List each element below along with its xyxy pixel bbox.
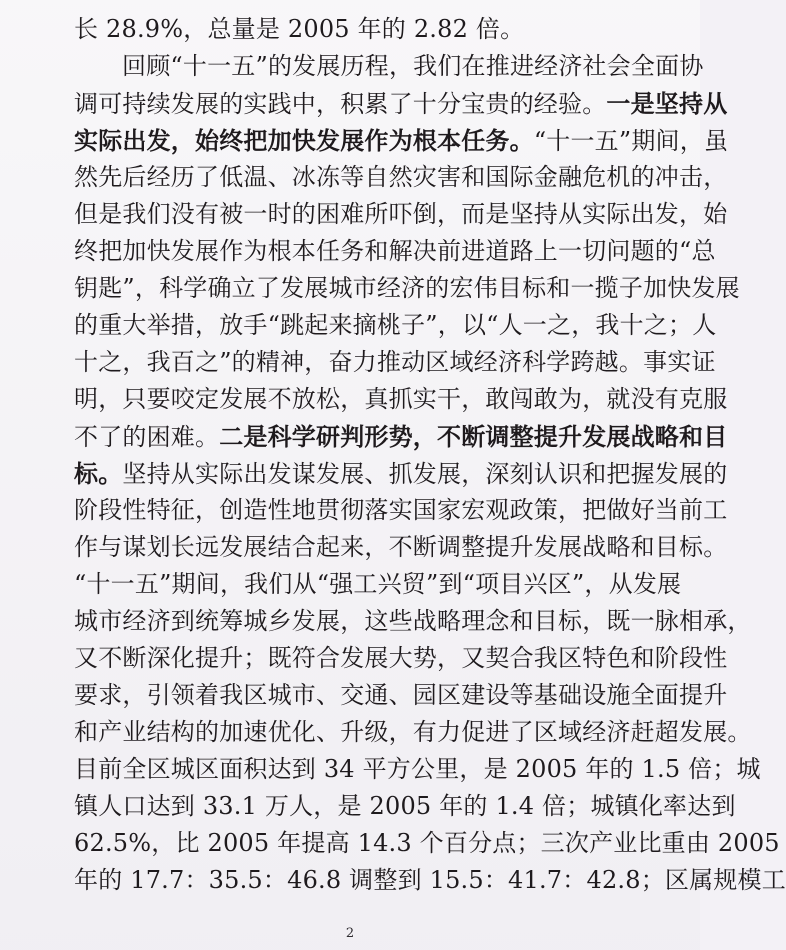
- text-line: [74, 307, 717, 344]
- text-span: 但是我们没有被一时的困难所吓倒，而是坚持从实际出发，始: [74, 200, 728, 228]
- text-line: [74, 603, 752, 640]
- bold-emphasis-span: 二是科学研判形势，不断调整提升发展战略和目: [219, 422, 728, 451]
- text-span: 镇人口达到 33.1 万人，是 2005 年的 1.4 倍；城镇化率达到: [74, 792, 736, 820]
- page-number: 2: [345, 926, 355, 941]
- text-line: [74, 751, 761, 788]
- text-span: 阶段性特征，创造性地贯彻落实国家宏观政策，把做好当前工: [74, 496, 728, 524]
- text-span: 和产业结构的加速优化、升级，有力促进了区域经济赶超发展。: [74, 718, 752, 746]
- text-span: 又不断深化提升；既符合发展大势，又契合我区特色和阶段性: [74, 644, 728, 672]
- text-span: 62.5%，比 2005 年提高 14.3 个百分点；三次产业比重由 2005: [74, 829, 780, 857]
- text-span: 坚持从实际出发谋发展、抓发展，深刻认识和把握发展的: [122, 460, 728, 488]
- bold-emphasis-span: 实际出发，始终把加快发展作为根本任务。: [74, 126, 534, 155]
- text-line: [74, 381, 728, 418]
- text-span: 目前全区城区面积达到 34 平方公里，是 2005 年的 1.5 倍；城: [74, 755, 761, 783]
- document-body: [74, 11, 786, 899]
- text-line: [74, 85, 728, 122]
- bold-emphasis-span: 一是坚持从: [606, 89, 728, 118]
- text-span: 然先后经历了低温、冰冻等自然灾害和国际金融危机的冲击，: [74, 163, 728, 191]
- text-line: [74, 196, 728, 233]
- text-span: 钥匙”，科学确立了发展城市经济的宏伟目标和一揽子加快发展: [74, 274, 740, 302]
- text-span: 长 28.9%，总量是 2005 年的 2.82 倍。: [74, 15, 525, 43]
- text-line: [74, 11, 642, 48]
- text-line: [74, 159, 728, 196]
- text-span: 十之，我百之”的精神，奋力推动区域经济科学跨越。事实证: [74, 348, 716, 376]
- text-span: 的重大举措，放手“跳起来摘桃子”，以“人一之，我十之；人: [74, 311, 717, 339]
- bold-emphasis-span: 标。: [74, 459, 123, 488]
- text-line: [74, 344, 716, 381]
- text-line: [74, 492, 728, 529]
- text-line: [74, 825, 780, 862]
- text-line: [74, 677, 728, 714]
- text-span: 明，只要咬定发展不放松，真抓实干，敢闯敢为，就没有克服: [74, 385, 728, 413]
- text-span: 调可持续发展的实践中，积累了十分宝贵的经验。: [74, 90, 607, 118]
- text-line: [74, 122, 729, 159]
- text-span: “十一五”期间，我们从“强工兴贸”到“项目兴区”，从发展: [74, 570, 682, 598]
- text-line: [74, 270, 740, 307]
- text-span: 不了的困难。: [74, 423, 220, 451]
- text-line: [74, 455, 728, 492]
- text-span: 要求，引领着我区城市、交通、园区建设等基础设施全面提升: [74, 681, 728, 709]
- text-line: [74, 529, 728, 566]
- text-span: 年的 17.7：35.5：46.8 调整到 15.5：41.7：42.8；区属规模工: [74, 866, 786, 894]
- text-line: [74, 714, 752, 751]
- text-line: [74, 640, 728, 677]
- text-line: [74, 788, 736, 825]
- text-line: [74, 418, 728, 455]
- text-span: 终把加快发展作为根本任务和解决前进道路上一切问题的“总: [74, 237, 716, 265]
- text-line: [74, 862, 786, 899]
- text-line: [74, 48, 704, 85]
- text-span: 城市经济到统筹城乡发展，这些战略理念和目标，既一脉相承，: [74, 607, 752, 635]
- text-span: “十一五”期间，虽: [533, 127, 729, 155]
- text-span: 作与谋划长远发展结合起来，不断调整提升发展战略和目标。: [74, 533, 728, 561]
- text-line: [74, 233, 716, 270]
- text-line: [74, 566, 682, 603]
- text-span: 回顾“十一五”的发展历程，我们在推进经济社会全面协: [122, 52, 704, 80]
